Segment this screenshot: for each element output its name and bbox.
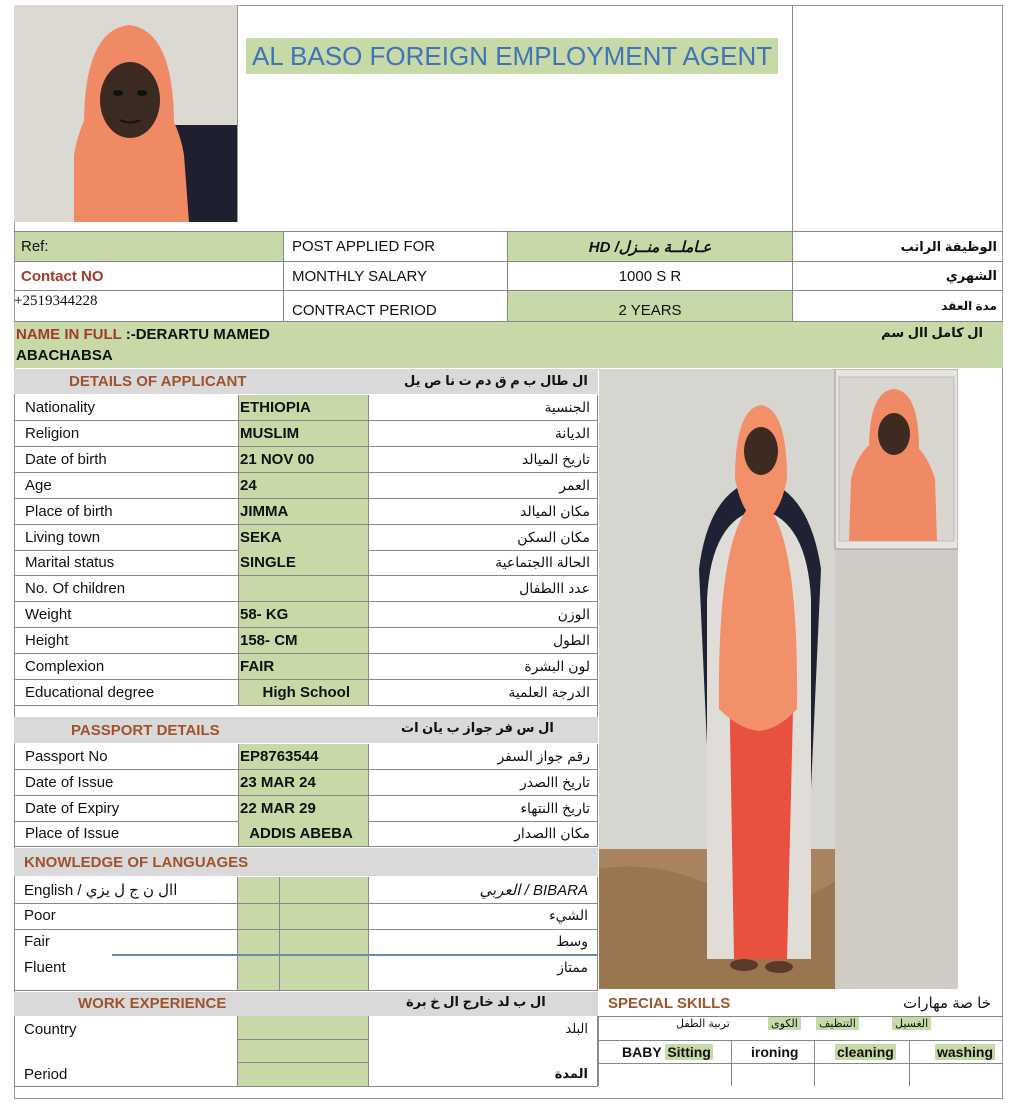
country-arabic: البلد [565, 1021, 588, 1036]
name-arabic: ال كامل اال سم [881, 325, 983, 340]
details-value: SEKA [238, 525, 369, 550]
details-arabic: مكان السكن [517, 529, 590, 545]
name-value-line2: ABACHABSA [16, 347, 113, 364]
skills-heading-arabic: خا صة مهارات [902, 995, 991, 1012]
passport-heading: PASSPORT DETAILS [71, 722, 220, 739]
details-value: ETHIOPIA [238, 395, 369, 420]
passport-heading-arabic: ال س فر جواز ب يان ات [401, 720, 554, 735]
passport-row [14, 821, 598, 847]
details-label: Height [25, 632, 69, 649]
passport-label: Date of Issue [25, 774, 114, 791]
salary-arabic: الشهري [945, 268, 997, 283]
details-label: Educational degree [25, 684, 155, 701]
language-level-label: Fluent [24, 958, 66, 976]
details-label: Complexion [25, 658, 105, 675]
contract-label: CONTRACT PERIOD [292, 301, 437, 319]
skill-arabic-ironing: الكوى [768, 1017, 801, 1030]
details-label: Living town [25, 529, 101, 546]
passport-value: EP8763544 [238, 744, 369, 769]
language-level-label: Fair [24, 932, 50, 950]
details-row [14, 654, 598, 680]
details-row [14, 447, 598, 473]
details-arabic: تاريخ الميالد [521, 451, 590, 467]
details-arabic: الوزن [557, 606, 590, 622]
passport-arabic: مكان االصدار [514, 825, 590, 841]
details-row [14, 602, 598, 628]
details-arabic: الديانة [554, 425, 590, 441]
post-value: HD /عـاملــة منــزل [508, 232, 792, 261]
skill-cleaning: cleaning [837, 1044, 894, 1060]
skill-baby-sitting: BABY Sitting [622, 1044, 711, 1060]
details-label: Religion [25, 425, 80, 442]
language-level-label: Poor [24, 906, 56, 924]
applicant-portrait-photo [14, 5, 238, 222]
spacer [14, 706, 598, 717]
applicant-full-body-photo [599, 369, 958, 989]
period-label: Period [24, 1065, 68, 1083]
details-value: 158- CM [238, 628, 369, 653]
passport-arabic: رقم جواز السفر [497, 748, 590, 764]
name-row [14, 322, 1003, 368]
details-row [14, 473, 598, 499]
passport-value: 22 MAR 29 [238, 796, 369, 821]
contact-label: Contact NO [21, 267, 104, 285]
details-value: 21 NOV 00 [238, 447, 369, 472]
details-row [14, 576, 598, 602]
passport-label: Date of Expiry [25, 800, 120, 817]
passport-row [14, 770, 598, 796]
country-label: Country [24, 1020, 77, 1038]
passport-row [14, 744, 598, 770]
details-value: High School [238, 680, 369, 705]
skills-table [598, 1016, 1003, 1086]
skill-arabic-cleaning: التنظيف [816, 1017, 859, 1030]
skill-arabic-washing: الغسيل [892, 1017, 931, 1030]
skill-ironing: ironing [751, 1044, 799, 1060]
salary-label: MONTHLY SALARY [292, 267, 428, 285]
details-value: SINGLE [238, 550, 369, 575]
details-row [14, 550, 598, 576]
contract-value: 2 YEARS [508, 291, 792, 321]
details-row [14, 525, 598, 551]
arabic-language-label: BIBARA / العربي [479, 882, 588, 899]
skill-arabic-childcare: تربية الطفل [676, 1018, 730, 1030]
details-label: Weight [25, 606, 72, 623]
name-label: NAME IN FULL [16, 326, 126, 343]
work-table [14, 1016, 598, 1086]
details-heading: DETAILS OF APPLICANT [69, 373, 247, 390]
languages-heading: KNOWLEDGE OF LANGUAGES [24, 854, 249, 871]
details-row [14, 395, 598, 421]
details-value: JIMMA [238, 499, 369, 524]
header-divider [792, 5, 793, 231]
details-arabic: لون البشرة [524, 658, 590, 674]
details-label: Nationality [25, 399, 96, 416]
details-row [14, 680, 598, 706]
name-value-line1: :-DERARTU MAMED [125, 326, 270, 343]
details-value: FAIR [238, 654, 369, 679]
passport-value: ADDIS ABEBA [238, 821, 369, 846]
passport-arabic: تاريخ االنتهاء [520, 800, 590, 816]
contract-arabic: مدة العقد [941, 299, 997, 313]
languages-table [14, 877, 598, 991]
details-label: Place of birth [25, 503, 113, 520]
period-arabic: المدة [554, 1066, 588, 1081]
details-arabic: العمر [559, 477, 590, 493]
work-heading-arabic: ال ب لد خارج ال خ برة [406, 994, 546, 1009]
ref-label: Ref: [15, 232, 283, 261]
contact-value: +2519344228 [14, 292, 98, 309]
details-header [14, 369, 598, 394]
details-row [14, 628, 598, 654]
work-header [14, 992, 598, 1016]
work-heading: WORK EXPERIENCE [78, 995, 227, 1012]
details-value: 58- KG [238, 602, 369, 627]
details-arabic: الطول [552, 632, 590, 648]
details-label: Age [25, 477, 52, 494]
details-value [238, 576, 369, 601]
language-level-arabic: ممتاز [557, 958, 588, 975]
english-label: English / اال ن ج ل يزي [24, 882, 178, 899]
skills-header [598, 992, 1003, 1016]
passport-value: 23 MAR 24 [238, 770, 369, 795]
agency-title: AL BASO FOREIGN EMPLOYMENT AGENT [246, 38, 778, 74]
language-level-arabic: الشيء [549, 906, 588, 923]
salary-value: 1000 S R [618, 267, 682, 285]
languages-header [14, 848, 598, 876]
passport-label: Passport No [25, 748, 108, 765]
details-arabic: مكان الميالد [519, 503, 590, 519]
details-value: MUSLIM [238, 421, 369, 446]
details-label: Date of birth [25, 451, 107, 468]
details-row [14, 421, 598, 447]
post-label: POST APPLIED FOR [292, 238, 436, 255]
details-value: 24 [238, 473, 369, 498]
details-arabic: عدد االطفال [519, 580, 590, 596]
skills-heading: SPECIAL SKILLS [608, 995, 731, 1012]
skill-washing: washing [937, 1044, 994, 1060]
details-row [14, 499, 598, 525]
post-arabic: الوظيفة الراتب [900, 238, 997, 254]
language-level-arabic: وسط [556, 932, 588, 949]
passport-row [14, 796, 598, 822]
details-arabic: الجنسية [544, 399, 590, 415]
details-label: No. Of children [25, 580, 126, 597]
details-label: Marital status [25, 554, 115, 571]
details-arabic: الدرجة العلمية [508, 684, 590, 700]
passport-header [14, 717, 598, 743]
passport-label: Place of Issue [25, 825, 120, 842]
details-arabic: الحالة االجتماعية [495, 554, 590, 570]
details-heading-arabic: ال طال ب م ق دم ت نا ص يل [404, 373, 588, 388]
passport-arabic: تاريخ االصدر [519, 774, 590, 790]
